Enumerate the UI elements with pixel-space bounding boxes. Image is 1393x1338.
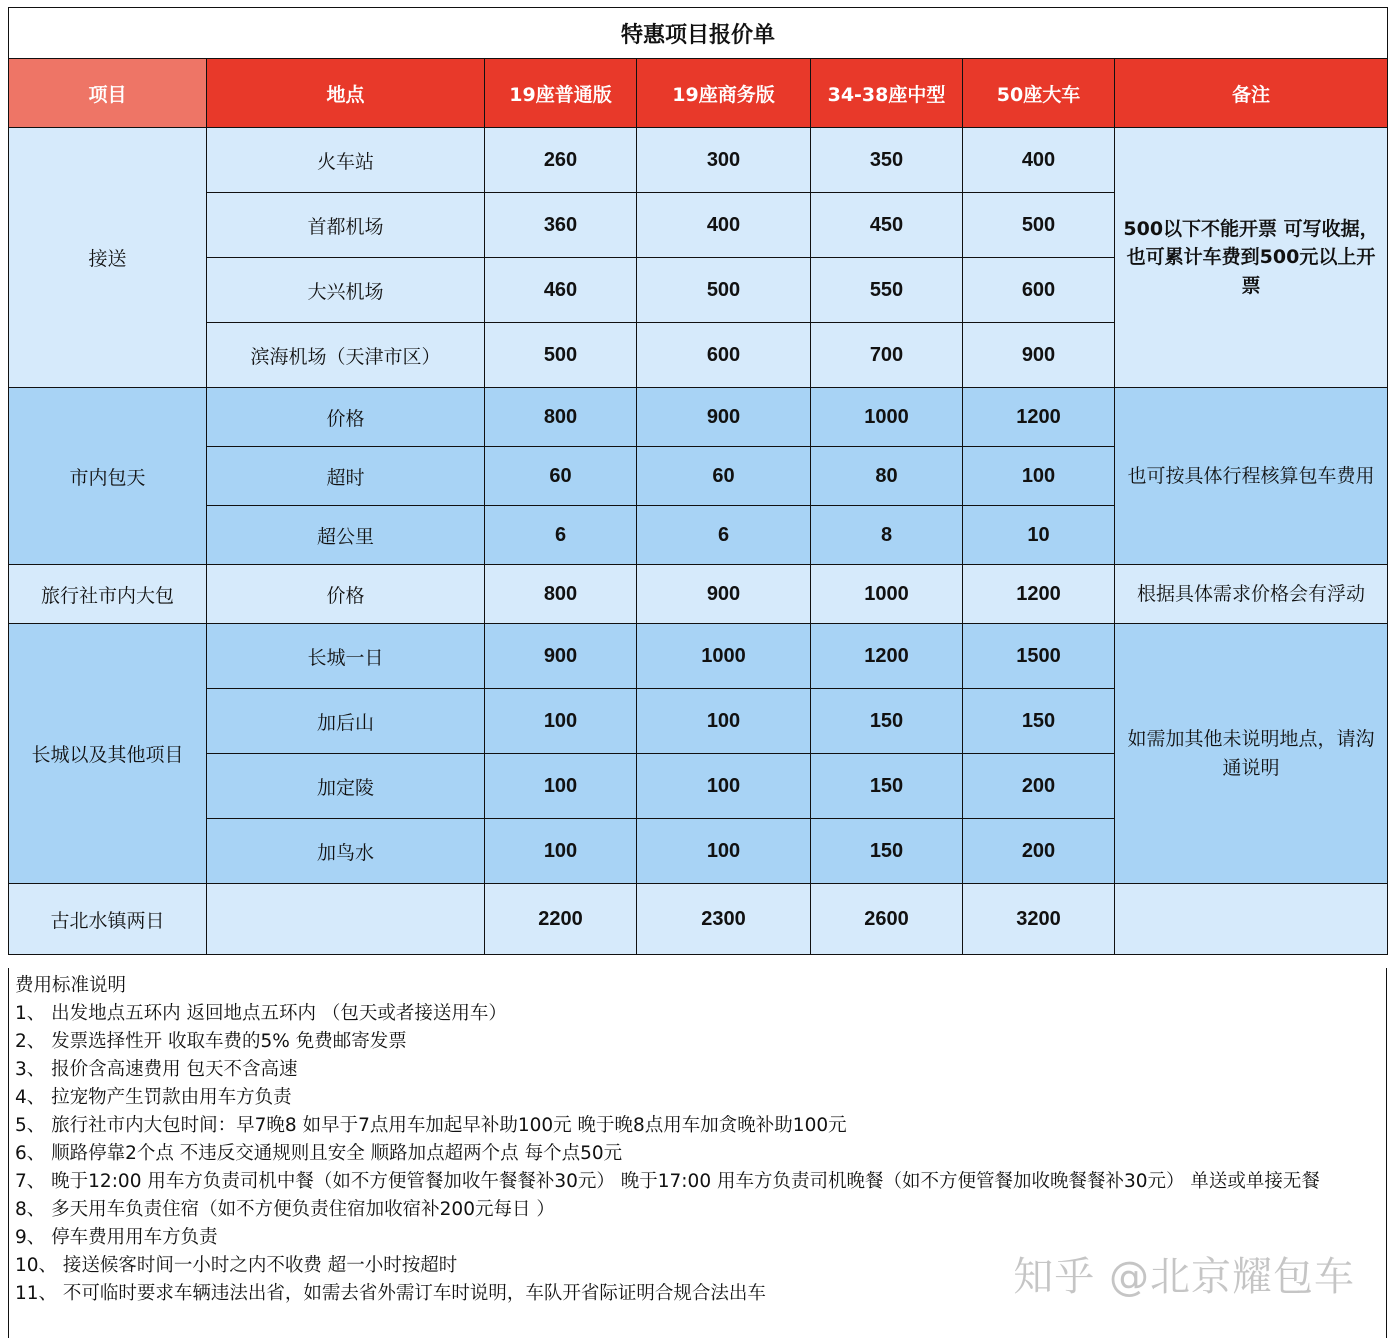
price-cell: 150 <box>811 689 963 754</box>
header-item: 项目 <box>9 59 207 128</box>
place-cell: 加后山 <box>207 689 485 754</box>
place-cell: 价格 <box>207 388 485 447</box>
place-cell: 首都机场 <box>207 193 485 258</box>
price-cell: 3200 <box>963 884 1115 955</box>
price-cell: 100 <box>485 754 637 819</box>
price-cell: 1000 <box>637 624 811 689</box>
notes-heading: 费用标准说明 <box>15 975 127 996</box>
price-cell: 400 <box>963 128 1115 193</box>
price-cell: 100 <box>637 689 811 754</box>
place-cell: 加鸟水 <box>207 819 485 884</box>
header-row <box>9 59 1388 128</box>
price-sheet <box>8 7 1387 955</box>
price-cell: 350 <box>811 128 963 193</box>
remark-cell: 如需加其他未说明地点，请沟通说明 <box>1115 624 1388 884</box>
price-cell: 550 <box>811 258 963 323</box>
header-remarks: 备注 <box>1115 59 1388 128</box>
group-label: 古北水镇两日 <box>9 884 207 955</box>
price-cell: 1200 <box>811 624 963 689</box>
price-cell: 800 <box>485 565 637 624</box>
note-line: 10、 接送候客时间一小时之内不收费 超一小时按超时 <box>15 1255 458 1276</box>
remark-cell: 500以下不能开票 可写收据，也可累计车费到500元以上开票 <box>1115 128 1388 388</box>
price-cell: 2200 <box>485 884 637 955</box>
note-line: 8、 多天用车负责住宿（如不方便负责住宿加收宿补200元每日 ） <box>15 1199 555 1220</box>
place-cell: 超时 <box>207 447 485 506</box>
place-cell: 大兴机场 <box>207 258 485 323</box>
remark-cell <box>1115 884 1388 955</box>
price-cell: 2300 <box>637 884 811 955</box>
price-table <box>8 7 1388 955</box>
price-cell: 100 <box>637 819 811 884</box>
place-cell: 长城一日 <box>207 624 485 689</box>
remark-cell: 根据具体需求价格会有浮动 <box>1115 565 1388 624</box>
note-line: 6、 顺路停靠2个点 不违反交通规则且安全 顺路加点超两个点 每个点50元 <box>15 1143 623 1164</box>
place-cell: 滨海机场（天津市区） <box>207 323 485 388</box>
note-line: 5、 旅行社市内大包时间：早7晚8 如早于7点用车加起早补助100元 晚于晚8点用车加贪晚补助100元 <box>15 1115 847 1136</box>
header-50: 50座大车 <box>963 59 1115 128</box>
price-cell: 1200 <box>963 388 1115 447</box>
price-cell: 100 <box>637 754 811 819</box>
place-cell: 超公里 <box>207 506 485 565</box>
remark-cell: 也可按具体行程核算包车费用 <box>1115 388 1388 565</box>
place-cell <box>207 884 485 955</box>
price-cell: 80 <box>811 447 963 506</box>
price-cell: 360 <box>485 193 637 258</box>
price-cell: 400 <box>637 193 811 258</box>
table-row <box>9 884 1388 955</box>
price-cell: 6 <box>485 506 637 565</box>
table-row <box>9 624 1388 689</box>
price-cell: 900 <box>637 388 811 447</box>
table-row <box>9 565 1388 624</box>
price-cell: 450 <box>811 193 963 258</box>
note-line: 1、 出发地点五环内 返回地点五环内 （包天或者接送用车） <box>15 1003 507 1024</box>
price-cell: 1500 <box>963 624 1115 689</box>
note-line: 7、 晚于12:00 用车方负责司机中餐（如不方便管餐加收午餐餐补30元） 晚于17:00 用车方负责司机晚餐（如不方便管餐加收晚餐餐补30元） 单送或单接无餐 <box>15 1171 1320 1192</box>
price-cell: 600 <box>637 323 811 388</box>
place-cell: 加定陵 <box>207 754 485 819</box>
group-label: 旅行社市内大包 <box>9 565 207 624</box>
price-cell: 1000 <box>811 388 963 447</box>
table-row <box>9 388 1388 447</box>
header-19-business: 19座商务版 <box>637 59 811 128</box>
group-label: 接送 <box>9 128 207 388</box>
price-cell: 150 <box>963 689 1115 754</box>
price-cell: 900 <box>963 323 1115 388</box>
price-cell: 100 <box>485 819 637 884</box>
page-title: 特惠项目报价单 <box>9 8 1388 59</box>
price-cell: 10 <box>963 506 1115 565</box>
price-cell: 900 <box>485 624 637 689</box>
price-cell: 500 <box>485 323 637 388</box>
note-line: 11、 不可临时要求车辆违法出省，如需去省外需订车时说明，车队开省际证明合规合法出车 <box>15 1283 766 1304</box>
group-label: 长城以及其他项目 <box>9 624 207 884</box>
table-row <box>9 128 1388 193</box>
note-line: 4、 拉宠物产生罚款由用车方负责 <box>15 1087 292 1108</box>
price-cell: 600 <box>963 258 1115 323</box>
header-place: 地点 <box>207 59 485 128</box>
group-label: 市内包天 <box>9 388 207 565</box>
price-cell: 100 <box>485 689 637 754</box>
header-19-standard: 19座普通版 <box>485 59 637 128</box>
price-cell: 100 <box>963 447 1115 506</box>
price-cell: 460 <box>485 258 637 323</box>
price-cell: 260 <box>485 128 637 193</box>
price-cell: 200 <box>963 754 1115 819</box>
price-cell: 8 <box>811 506 963 565</box>
watermark: 知乎 @北京耀包车 <box>1013 1254 1355 1300</box>
price-cell: 150 <box>811 754 963 819</box>
price-cell: 2600 <box>811 884 963 955</box>
price-cell: 300 <box>637 128 811 193</box>
note-line: 3、 报价含高速费用 包天不含高速 <box>15 1059 298 1080</box>
price-cell: 1000 <box>811 565 963 624</box>
place-cell: 火车站 <box>207 128 485 193</box>
price-cell: 500 <box>637 258 811 323</box>
price-cell: 150 <box>811 819 963 884</box>
price-cell: 1200 <box>963 565 1115 624</box>
price-cell: 200 <box>963 819 1115 884</box>
price-cell: 6 <box>637 506 811 565</box>
header-34-38: 34-38座中型 <box>811 59 963 128</box>
price-cell: 900 <box>637 565 811 624</box>
price-cell: 60 <box>637 447 811 506</box>
price-cell: 500 <box>963 193 1115 258</box>
place-cell: 价格 <box>207 565 485 624</box>
price-cell: 700 <box>811 323 963 388</box>
price-cell: 800 <box>485 388 637 447</box>
note-line: 2、 发票选择性开 收取车费的5% 免费邮寄发票 <box>15 1031 407 1052</box>
price-cell: 60 <box>485 447 637 506</box>
note-line: 9、 停车费用用车方负责 <box>15 1227 218 1248</box>
